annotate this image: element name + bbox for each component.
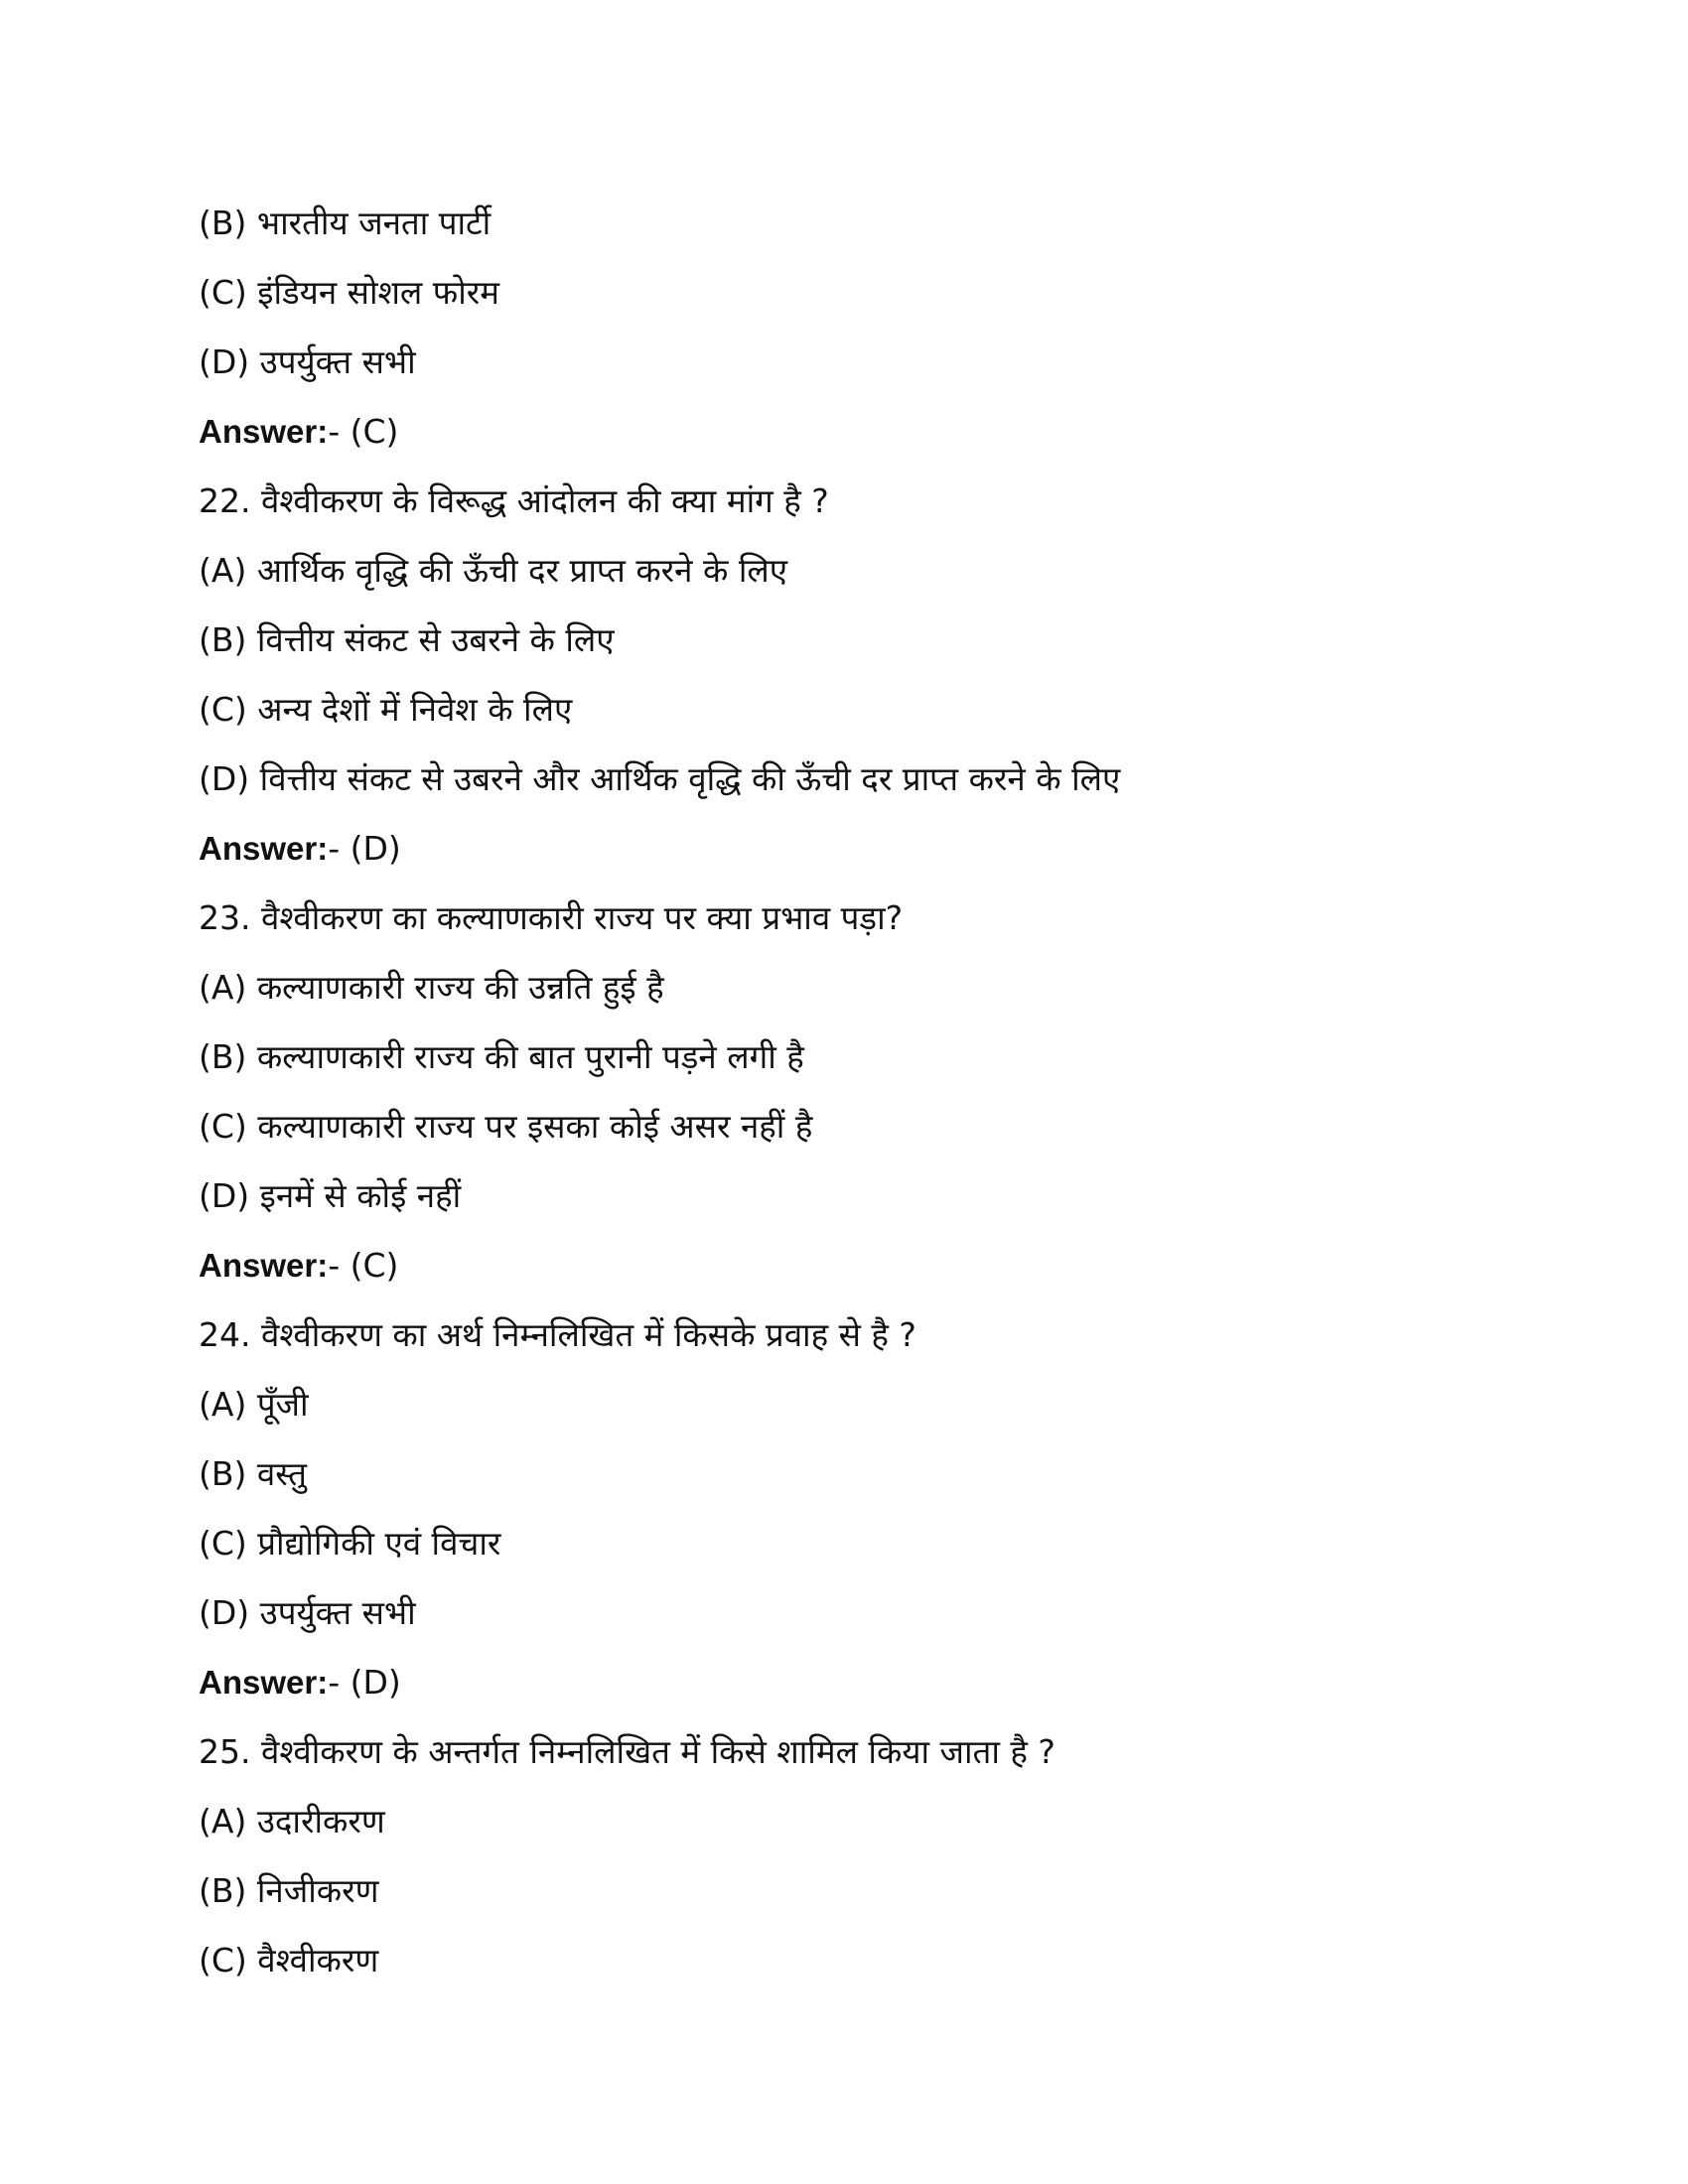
answer-line <box>199 1648 1539 1717</box>
question-line: 24. वैश्वीकरण का अर्थ निम्नलिखित में किसके प्रवाह से है ? <box>199 1315 916 1354</box>
option-line: (D) वित्तीय संकट से उबरने और आर्थिक वृद्धि की ऊँची दर प्राप्त करने के लिए <box>199 759 1121 798</box>
option-line: (D) उपर्युक्त सभी <box>199 342 416 381</box>
answer-line <box>199 397 1539 467</box>
answer-line <box>199 1231 1539 1300</box>
option-line: (A) पूँजी <box>199 1385 309 1424</box>
option-line: (A) कल्याणकारी राज्य की उन्नति हुई है <box>199 968 664 1007</box>
answer-label: Answer: <box>199 1664 329 1701</box>
option-line: (C) इंडियन सोशल फोरम <box>199 273 500 312</box>
document-page <box>199 189 1539 1995</box>
option-line: (B) वस्तु <box>199 1454 307 1493</box>
question-line: 25. वैश्वीकरण के अन्तर्गत निम्नलिखित में किसे शामिल किया जाता है ? <box>199 1732 1055 1771</box>
question-line: 22. वैश्वीकरण के विरूद्ध आंदोलन की क्या मांग है ? <box>199 481 829 520</box>
option-line: (C) वैश्वीकरण <box>199 1941 379 1979</box>
answer-label: Answer: <box>199 413 329 450</box>
option-line: (B) भारतीय जनता पार्टी <box>199 204 492 242</box>
option-line: (B) वित्तीय संकट से उबरने के लिए <box>199 620 615 659</box>
answer-value: - (D) <box>328 829 401 868</box>
option-line: (B) निजीकरण <box>199 1871 379 1910</box>
answer-line <box>199 814 1539 884</box>
option-line: (D) उपर्युक्त सभी <box>199 1593 416 1632</box>
answer-label: Answer: <box>199 830 329 867</box>
answer-label: Answer: <box>199 1247 329 1284</box>
answer-value: - (D) <box>328 1663 401 1702</box>
option-line: (D) इनमें से कोई नहीं <box>199 1176 462 1215</box>
answer-value: - (C) <box>328 1246 399 1285</box>
option-line: (C) कल्याणकारी राज्य पर इसका कोई असर नहीं है <box>199 1107 813 1146</box>
option-line: (C) अन्य देशों में निवेश के लिए <box>199 690 573 729</box>
option-line: (B) कल्याणकारी राज्य की बात पुरानी पड़ने लगी है <box>199 1037 804 1076</box>
answer-value: - (C) <box>328 412 399 451</box>
option-line: (A) आर्थिक वृद्धि की ऊँची दर प्राप्त करने के लिए <box>199 551 787 590</box>
question-line: 23. वैश्वीकरण का कल्याणकारी राज्य पर क्या प्रभाव पड़ा? <box>199 898 904 937</box>
option-line: (C) प्रौद्योगिकी एवं विचार <box>199 1524 501 1563</box>
option-line: (A) उदारीकरण <box>199 1802 385 1841</box>
